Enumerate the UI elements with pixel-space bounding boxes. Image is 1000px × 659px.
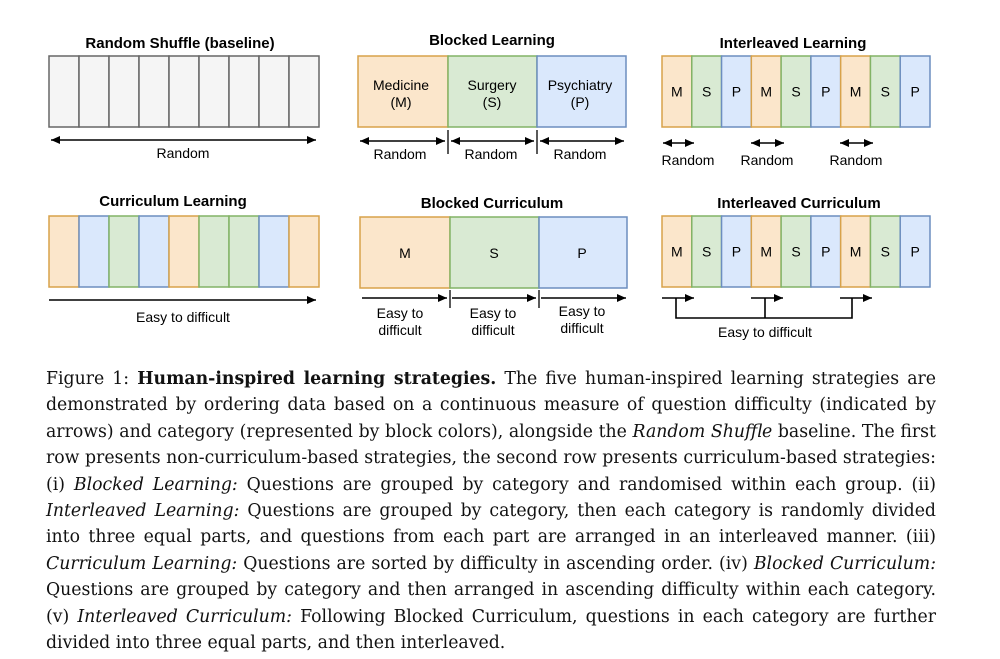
caption-text: Questions are grouped by category, then each category is randomly divided into three equal parts, and questions from each part are arranged in an interleaved manner. (iii)	[46, 501, 936, 548]
strip-cell-label: S	[880, 83, 891, 100]
strip-cell-label: M	[849, 243, 862, 260]
strip-cell	[169, 216, 199, 287]
panel-interleaved-learning	[662, 35, 930, 168]
panel-interleaved-curriculum	[662, 195, 930, 340]
arrow-label: Easy to difficult	[136, 309, 230, 325]
strip-cell	[109, 216, 139, 287]
arrow-label: Easy to	[376, 305, 424, 321]
arrow-label: Random	[464, 146, 518, 162]
strip-cell-label: S	[701, 243, 712, 260]
caption-term: Interleaved Learning:	[46, 501, 240, 522]
caption-term: Interleaved Curriculum:	[77, 606, 293, 627]
figure-label: Figure 1:	[46, 369, 130, 389]
caption-text: Questions are sorted by difficulty in ascending order. (iv)	[237, 553, 754, 574]
strip-cell-label: S	[791, 83, 801, 100]
panel-title: Interleaved Curriculum	[717, 195, 881, 212]
caption-term: Blocked Learning:	[73, 474, 238, 495]
strip-cell-label: S	[791, 243, 801, 260]
panel-curriculum-learning	[49, 193, 319, 325]
panel-title: Blocked Curriculum	[420, 195, 564, 212]
strip-cell	[289, 216, 319, 287]
caption-text: The five human-inspired learning strategies are demonstrated by ordering data based on a continuous measure of question difficulty (indicated by arrows) and category (represented by block colors), alongside the	[46, 369, 936, 442]
strip-cell-label: P	[910, 83, 920, 100]
cell-row	[49, 216, 319, 287]
block-label: P	[577, 245, 587, 261]
caption-term: Blocked Curriculum:	[753, 553, 937, 574]
panel-blocked-learning	[358, 32, 626, 162]
cell-row	[662, 216, 930, 287]
strip-cell-label: M	[849, 83, 862, 100]
strip-cell	[259, 216, 289, 287]
strip-cell	[259, 56, 289, 127]
arrow-label: Random	[661, 152, 715, 168]
strip-cell-label: M	[760, 83, 773, 100]
strip-cell-label: P	[821, 83, 831, 100]
caption-text: Following Blocked Curriculum, questions in each category are further divided into three equal parts, and then interleaved.	[46, 606, 936, 654]
strip-cell-label: M	[671, 83, 683, 100]
strip-cell-label: P	[731, 83, 742, 100]
block-label: (P)	[570, 94, 590, 110]
strip-cell	[229, 216, 259, 287]
caption-term: Curriculum Learning:	[46, 553, 238, 574]
arrow-label: difficult	[378, 322, 422, 338]
panel-title: Interleaved Learning	[719, 35, 867, 52]
panel-random-shuffle	[49, 35, 319, 161]
difficulty-bracket	[676, 298, 852, 318]
block-m	[360, 217, 450, 288]
block-medicine	[358, 56, 448, 127]
strip-cell	[79, 56, 109, 127]
arrow-label: difficult	[471, 322, 515, 338]
block-label: Psychiatry	[547, 77, 613, 93]
strip-cell	[229, 56, 259, 127]
caption-text: Questions are grouped by category and then arranged in ascending difficulty within each category. (v)	[46, 580, 936, 627]
cell-row	[662, 56, 930, 127]
strip-cell-label: P	[910, 243, 920, 260]
arrow-label: Easy to difficult	[718, 324, 812, 340]
arrow-label: Easy to	[469, 305, 517, 321]
caption-title: Human-inspired learning strategies.	[137, 369, 497, 389]
block-surgery	[448, 56, 537, 127]
strip-cell	[199, 216, 229, 287]
strip-cell	[79, 216, 109, 287]
block-s	[450, 217, 539, 288]
strip-cell	[49, 56, 79, 127]
strip-cell	[199, 56, 229, 127]
block-label: Medicine	[372, 77, 430, 93]
block-p	[539, 217, 627, 288]
panel-title: Curriculum Learning	[99, 193, 247, 210]
block-label: (M)	[390, 94, 412, 110]
strip-cell	[169, 56, 199, 127]
cell-row	[49, 56, 319, 127]
block-label: S	[489, 245, 499, 261]
block-psychiatry	[537, 56, 626, 127]
panel-title: Blocked Learning	[429, 32, 555, 49]
block-label: Surgery	[467, 77, 517, 93]
block-label: M	[399, 245, 411, 261]
strip-cell	[289, 56, 319, 127]
strip-cell-label: M	[760, 243, 773, 260]
strip-cell	[49, 216, 79, 287]
arrow-label: Random	[553, 146, 607, 162]
strip-cell	[139, 216, 169, 287]
strip-cell-label: P	[821, 243, 831, 260]
strip-cell	[139, 56, 169, 127]
arrow-label: Random	[829, 152, 883, 168]
figure-caption	[46, 366, 936, 656]
strip-cell-label: S	[701, 83, 712, 100]
block-label: (S)	[482, 94, 502, 110]
strip-cell-label: S	[880, 243, 891, 260]
caption-text: Questions are grouped by category and randomised within each group. (ii)	[237, 474, 936, 495]
strip-cell	[109, 56, 139, 127]
arrow-label: Random	[156, 145, 210, 161]
panel-blocked-curriculum	[360, 195, 627, 338]
caption-term: Random Shuffle	[632, 421, 773, 442]
strip-cell-label: M	[671, 243, 683, 260]
panel-title: Random Shuffle (baseline)	[85, 35, 275, 52]
caption-text: baseline. The first row presents non-curriculum-based strategies, the second row presents curriculum-based strategies:(i)	[46, 421, 936, 495]
strip-cell-label: P	[731, 243, 742, 260]
arrow-label: Random	[740, 152, 794, 168]
arrow-label: difficult	[560, 320, 604, 336]
arrow-label: Random	[373, 146, 427, 162]
arrow-label: Easy to	[558, 303, 606, 319]
